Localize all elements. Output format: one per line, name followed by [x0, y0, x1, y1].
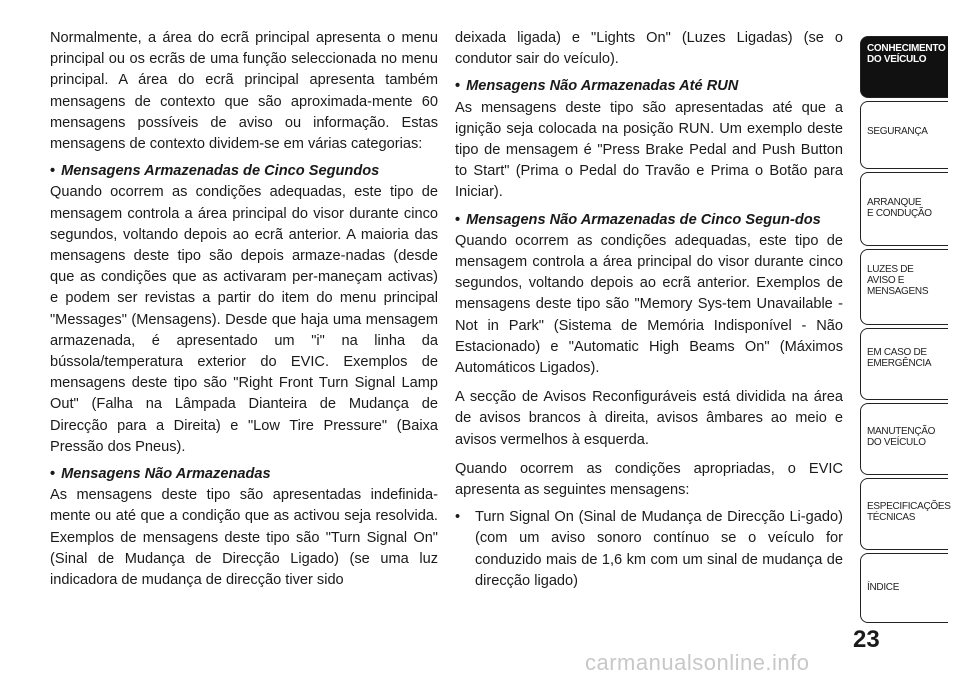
tab-label: EMERGÊNCIA [867, 358, 932, 369]
tab-label: MENSAGENS [867, 286, 929, 297]
tab-indice[interactable] [860, 553, 948, 623]
section-heading [50, 161, 438, 182]
tab-label: CONHECIMENTO [867, 43, 946, 54]
bullet: • [455, 211, 461, 228]
heading-text: Mensagens Não Armazenadas de Cinco Segun-dos [466, 211, 821, 228]
tab-label: EM CASO DE [867, 347, 927, 358]
paragraph: As mensagens deste tipo são apresentadas indefinida-mente ou até que a condição que as activou seja resolvida. Exemplos de mensagens deste tipo são "Turn Signal On" (Sinal de Mudança de Direcção Ligado) (se uma luz indicadora de mudança de direcção tiver sido [50, 487, 438, 589]
section-heading [455, 76, 843, 97]
paragraph: A secção de Avisos Reconfiguráveis está dividida na área de avisos brancos à direita, avisos âmbares ao meio e avisos vermelhos à esquerda. [455, 389, 843, 448]
tab-label: DO VEÍCULO [867, 437, 926, 448]
page-number: 23 [853, 626, 880, 653]
paragraph: Quando ocorrem as condições adequadas, este tipo de mensagem controla a área principal do visor durante cinco segundos, voltando depois ao ecrã anterior. A maioria das mensagens deste tipo são depois armaze-nadas (desde que as condições que as activaram per-maneçam activas) e podem ser revistas a partir do item do menu principal "Messages" (Mensagens). Desde que haja uma mensagem armazenada, é apresentado um "i" na linha da bússola/temperatura exterior do EVIC. Exemplos de mensagens deste tipo são "Right Front Turn Signal Lamp Out" (Falha na Lâmpada Dianteira de Mudança de Direcção para a Direita) e "Low Tire Pressure" (Baixa Pressão dos Pneus). [50, 184, 438, 455]
tab-label: AVISO E [867, 275, 905, 286]
tab-conhecimento-do-veiculo[interactable] [860, 36, 948, 98]
paragraph: Quando ocorrem as condições adequadas, este tipo de mensagem controla a área principal do visor durante cinco segundos, voltando depois ao ecrã anterior. Exemplos de mensagens deste tipo são "Memory Sys-tem Unavailable - Not in Park" (Sistema de Memória Indisponível - Não Estacionado) e "Automatic High Beams On" (Máximos Automáticos Ligados). [455, 232, 843, 377]
tab-label: SEGURANÇA [867, 126, 928, 137]
bullet: • [455, 509, 461, 526]
watermark: carmanualsonline.info [585, 650, 810, 675]
heading-text: Mensagens Não Armazenadas Até RUN [466, 78, 739, 95]
heading-text: Mensagens Não Armazenadas [61, 466, 271, 483]
tab-especificacoes-tecnicas[interactable] [860, 478, 951, 550]
tab-label: ESPECIFICAÇÕES [867, 501, 951, 512]
section-heading [50, 464, 438, 485]
paragraph: As mensagens deste tipo são apresentadas até que a ignição seja colocada na posição RUN. Um exemplo deste tipo de mensagem é "Press Brake Pedal and Push Button to Start" (Prima o Pedal do Travão e Prima o Botão para Iniciar). [455, 99, 843, 201]
paragraph: Normalmente, a área do ecrã principal apresenta o menu principal ou os ecrãs de uma função seleccionada no menu principal. A área do ecrã principal apresenta também mensagens de contexto que são aproximada-mente 60 mensagens possíveis de aviso ou informação. Estas mensagens de contexto dividem-se em várias categorias: [50, 30, 438, 153]
tab-label: LUZES DE [867, 264, 914, 275]
bullet-text: Turn Signal On (Sinal de Mudança de Direcção Li-gado) (com um aviso sonoro contínuo se o veículo for conduzido mais de 1,6 km com um sinal de mudança de direcção ligado) [475, 509, 843, 589]
tab-luzes-de-aviso-e-mensagens[interactable] [860, 249, 948, 325]
bullet-item [455, 507, 843, 592]
tab-label: MANUTENÇÃO [867, 426, 936, 437]
bullet: • [50, 163, 56, 180]
chapter-tabs [856, 36, 960, 623]
paragraph: Quando ocorrem as condições apropriadas, o EVIC apresenta as seguintes mensagens: [455, 460, 843, 499]
tab-manutencao-do-veiculo[interactable] [860, 403, 948, 475]
bullet: • [50, 466, 56, 483]
tab-label: DO VEÍCULO [867, 54, 927, 65]
left-column [50, 28, 438, 593]
tab-label: TÉCNICAS [867, 512, 916, 523]
tab-label: ARRANQUE [867, 197, 922, 208]
paragraph: deixada ligada) e "Lights On" (Luzes Ligadas) (se o condutor sair do veículo). [455, 30, 843, 68]
tab-label: E CONDUÇÃO [867, 208, 932, 219]
right-column [455, 28, 843, 592]
tab-label: ÍNDICE [867, 582, 900, 593]
tab-arranque-e-conducao[interactable] [860, 172, 948, 246]
tab-seguranca[interactable] [860, 101, 948, 169]
bullet: • [455, 78, 461, 95]
heading-text: Mensagens Armazenadas de Cinco Segundos [61, 163, 380, 180]
tab-em-caso-de-emergencia[interactable] [860, 328, 948, 400]
section-heading [455, 210, 843, 231]
